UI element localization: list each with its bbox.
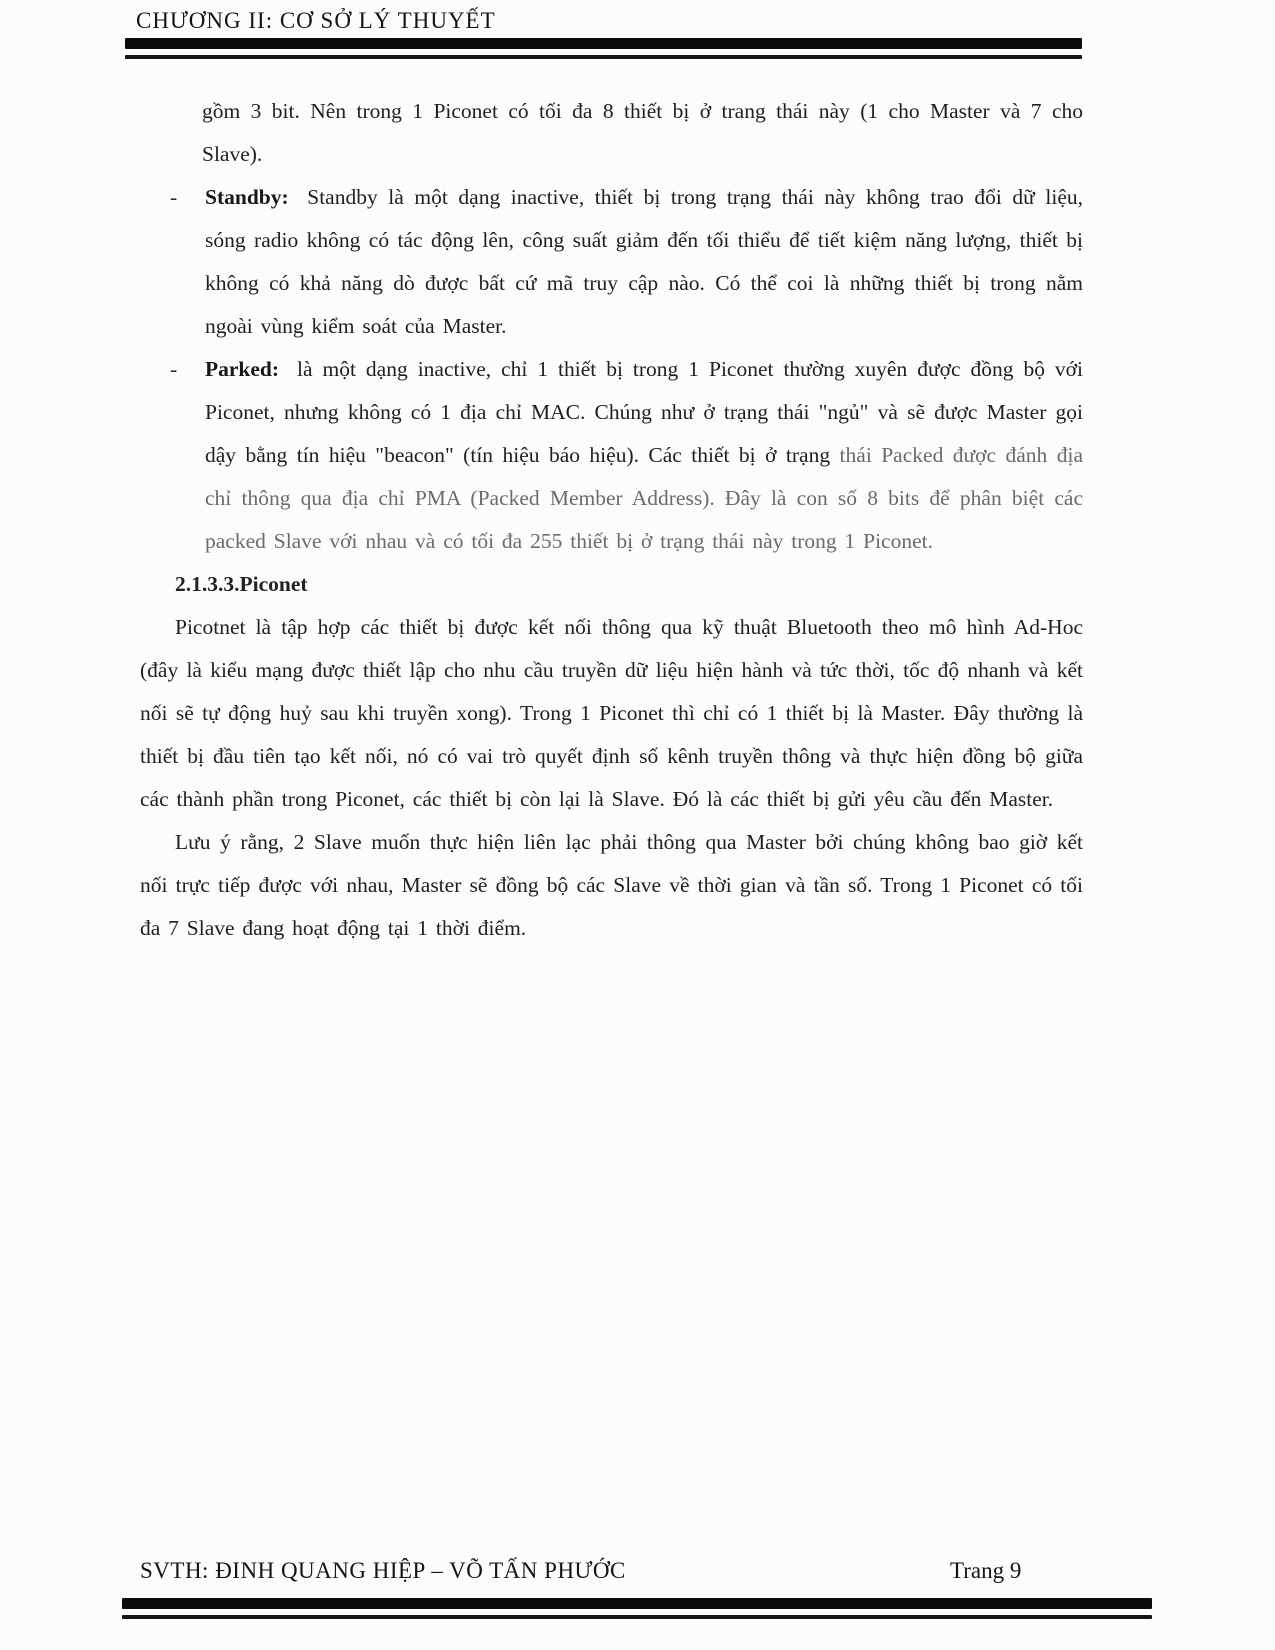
chapter-title: CHƯƠNG II: CƠ SỞ LÝ THUYẾT — [136, 8, 496, 33]
continuation-paragraph: gồm 3 bit. Nên trong 1 Piconet có tối đa 8 thiết bị ở trang thái này (1 cho Master và 7 cho Slave). — [202, 99, 1083, 166]
list-item-label: Standby: — [205, 185, 289, 209]
list-item-label: Parked: — [205, 357, 280, 381]
list-item-parked — [140, 348, 1083, 563]
paragraph-slave-note: Lưu ý rằng, 2 Slave muốn thực hiện liên lạc phải thông qua Master bởi chúng không bao giờ kết nối trực tiếp được với nhau, Master sẽ đồng bộ các Slave về thời gian và tần số. Trong 1 Piconet có tối đa 7 Slave đang hoạt động tại 1 thời điểm. — [140, 830, 1083, 940]
section-heading-piconet: 2.1.3.3.Piconet — [175, 572, 308, 596]
list-item-text-faded: thái Packed được đánh địa chỉ thông qua địa chỉ PMA (Packed Member Address). Đây là con số 8 bits để phân biệt các packed Slave với nhau và có tối đa 255 thiết bị ở trạng thái này trong 1 Piconet. — [205, 443, 1084, 553]
list-item-text: Standby là một dạng inactive, thiết bị trong trạng thái này không trao đổi dữ liệu, sóng radio không có tác động lên, công suất giảm đến tối thiểu để tiết kiệm năng lượng, thiết bị không có khả năng dò được bất cứ mã truy cập nào. Có thể coi là những thiết bị trong nằm ngoài vùng kiểm soát của Master. — [205, 185, 1083, 338]
footer-divider — [122, 1598, 1152, 1619]
header-divider-thick-bar — [125, 38, 1082, 49]
dash-bullet: - — [170, 357, 178, 381]
document-body — [140, 90, 1083, 950]
footer-author-line: SVTH: ĐINH QUANG HIỆP – VÕ TẤN PHƯỚC — [140, 1558, 626, 1583]
header-divider-thin-bar — [125, 55, 1082, 59]
paragraph-piconet-definition: Picotnet là tập hợp các thiết bị được kết nối thông qua kỹ thuật Bluetooth theo mô hình Ad-Hoc (đây là kiểu mạng được thiết lập cho nhu cầu truyền dữ liệu hiện hành và tức thời, tốc độ nhanh và kết nối sẽ tự động huỷ sau khi truyền xong). Trong 1 Piconet thì chỉ có 1 thiết bị là Master. Đây thường là thiết bị đầu tiên tạo kết nối, nó có vai trò quyết định số kênh truyền thông và thực hiện đồng bộ giữa các thành phần trong Piconet, các thiết bị còn lại là Slave. Đó là các thiết bị gửi yêu cầu đến Master. — [140, 615, 1083, 811]
dash-bullet: - — [170, 185, 178, 209]
footer-divider-thin-bar — [122, 1615, 1152, 1619]
footer-page-number: Trang 9 — [950, 1558, 1022, 1583]
list-item-standby — [140, 176, 1083, 348]
footer-divider-thick-bar — [122, 1598, 1152, 1609]
header-divider — [125, 38, 1082, 59]
list-item-text: là một dạng inactive, chỉ 1 thiết bị trong 1 Piconet thường xuyên được đồng bộ với Piconet, nhưng không có 1 địa chỉ MAC. Chúng như ở trạng thái "ngủ" và sẽ được Master gọi dậy bằng tín hiệu "beacon" (tín hiệu báo hiệu). Các thiết bị ở trạng — [205, 357, 1084, 467]
